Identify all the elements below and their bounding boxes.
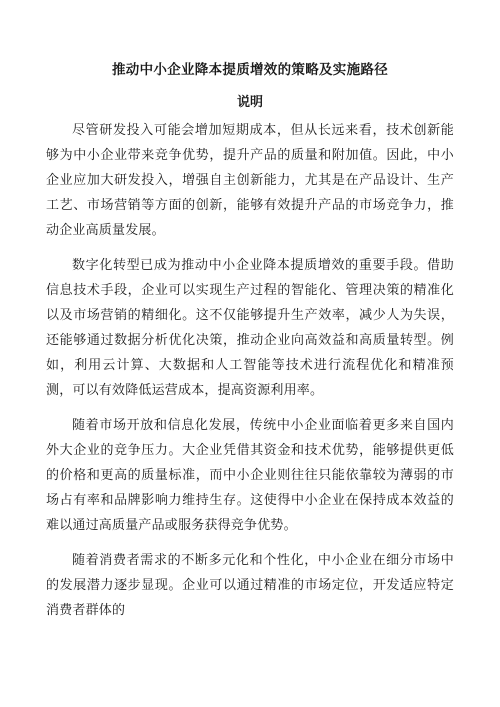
paragraph: 数字化转型已成为推动中小企业降本提质增效的重要手段。借助信息技术手段，企业可以实现生产过程的智能化、管理决策的精准化以及市场营销的精细化。这不仅能够提升生产效率，减少人为失误，还能够通过数据分析优化决策，推动企业向高效益和高质量转型。例如，利用云计算、大数据和人工智能等技术进行流程优化和精准预测，可以有效降低运营成本，提高资源利用率。 bbox=[46, 258, 454, 398]
paragraph: 随着市场开放和信息化发展，传统中小企业面临着更多来自国内外大企业的竞争压力。大企业凭借其资金和技术优势，能够提供更低的价格和更高的质量标准，而中小企业则往往只能依靠较为薄弱的市场占有率和品牌影响力维持生存。这使得中小企业在保持成本效益的难以通过高质量产品或服务获得竞争优势。 bbox=[46, 418, 454, 533]
document-title: 推动中小企业降本提质增效的策略及实施路径 bbox=[112, 62, 388, 78]
paragraph: 随着消费者需求的不断多元化和个性化，中小企业在细分市场中的发展潜力逐步显现。企业可以通过精准的市场定位，开发适应特定消费者群体的 bbox=[46, 553, 454, 618]
document-subtitle: 说明 bbox=[236, 95, 263, 110]
paragraph: 尽管研发投入可能会增加短期成本，但从长远来看，技术创新能够为中小企业带来竞争优势，提升产品的质量和附加值。因此，中小企业应加大研发投入，增强自主创新能力，尤其是在产品设计、生产工艺、市场营销等方面的创新，能够有效提升产品的市场竞争力，推动企业高质量发展。 bbox=[46, 123, 454, 238]
